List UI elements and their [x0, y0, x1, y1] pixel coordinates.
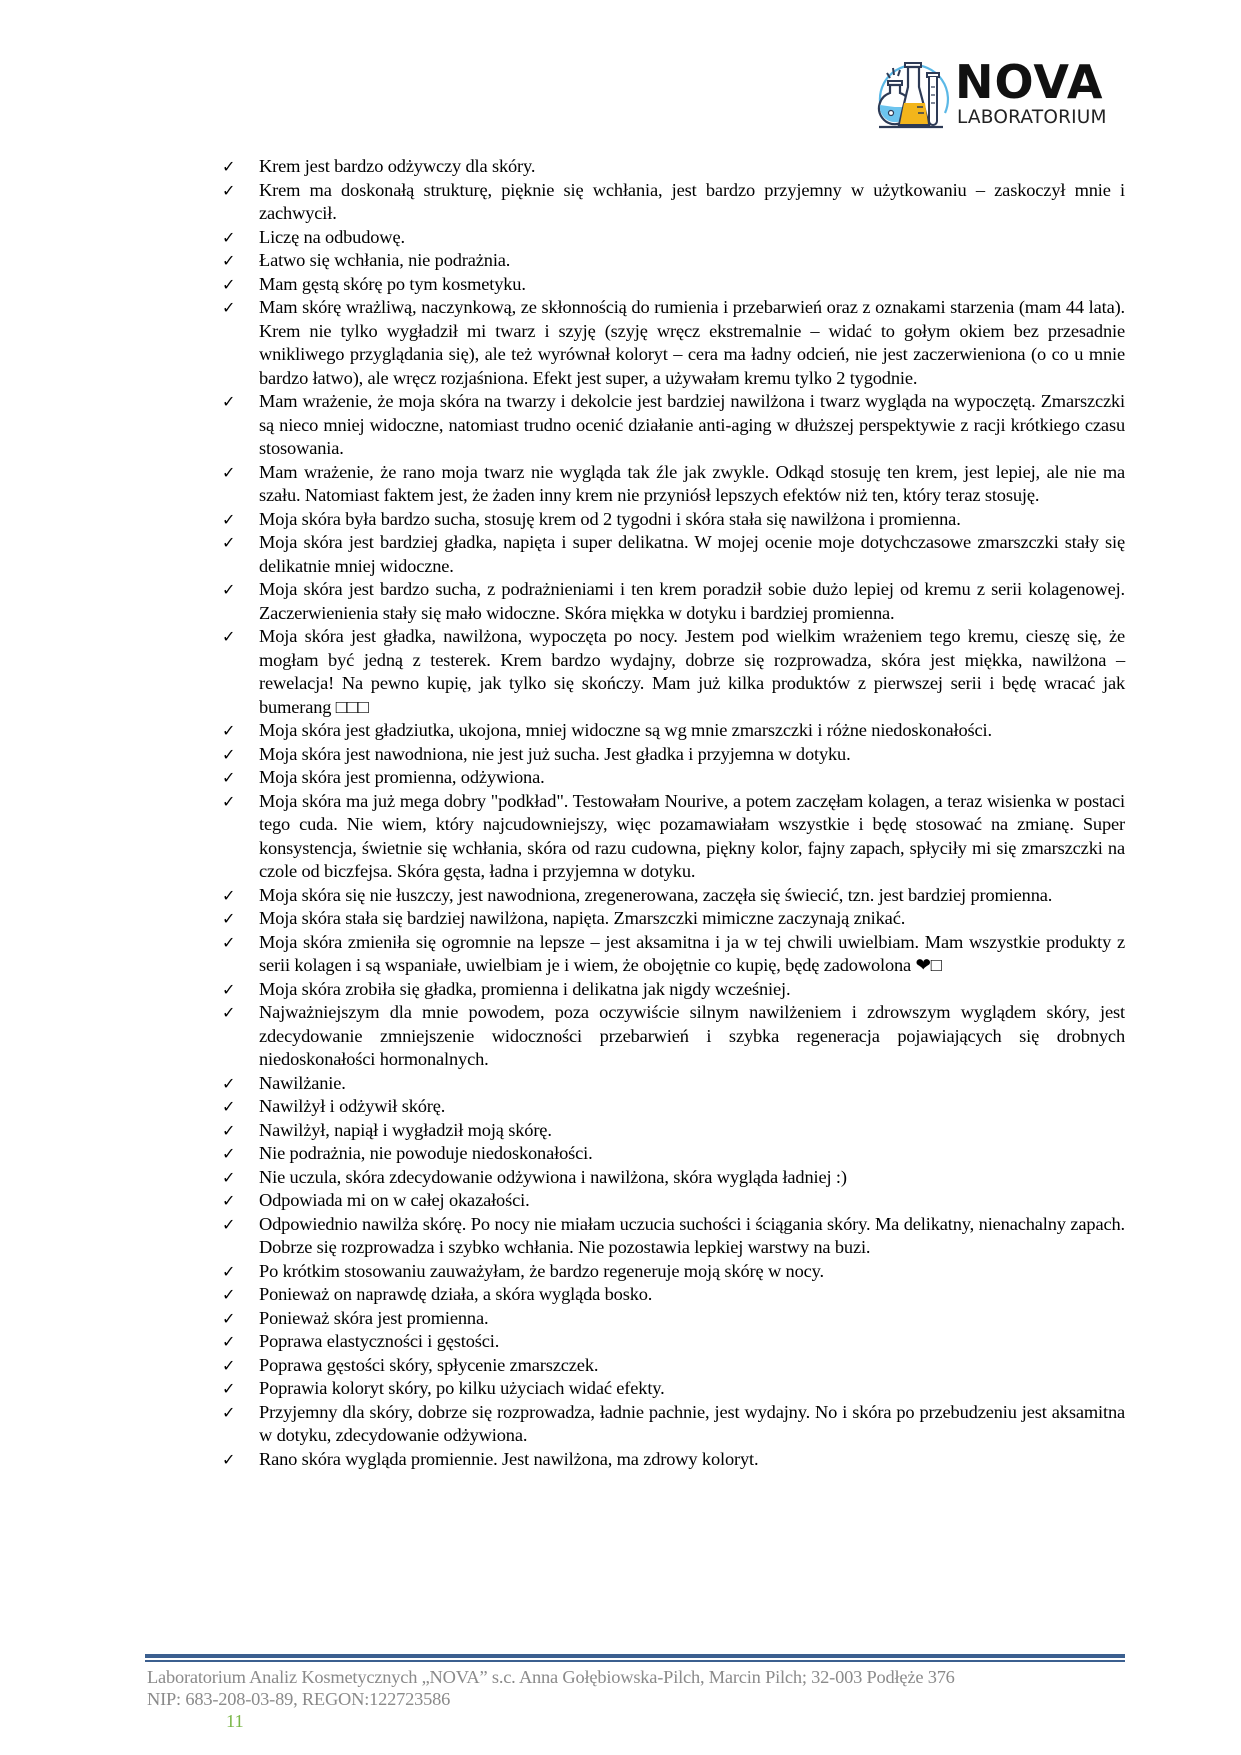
checkmark-icon: ✓	[222, 1097, 236, 1116]
review-text: Nawilżył i odżywił skórę.	[259, 1096, 446, 1116]
checkmark-icon: ✓	[222, 791, 236, 811]
review-text: Ponieważ skóra jest promienna.	[259, 1307, 489, 1328]
review-list-item	[222, 1095, 1125, 1119]
review-text: Moja skóra jest gładziutka, ukojona, mniej widoczne są wg mnie zmarszczki i różne niedoskonałości.	[259, 720, 992, 740]
checkmark-icon: ✓	[222, 909, 236, 928]
checkmark-icon: ✓	[222, 1308, 236, 1328]
review-text: Moja skóra jest promienna, odżywiona.	[259, 767, 545, 787]
review-text: Ponieważ on naprawdę działa, a skóra wygląda bosko.	[259, 1284, 653, 1304]
checkmark-icon: ✓	[222, 533, 236, 552]
review-list-item	[222, 907, 1125, 931]
review-text: Rano skóra wygląda promiennie. Jest nawilżona, ma zdrowy koloryt.	[259, 1448, 759, 1469]
page-number: 11	[226, 1711, 244, 1731]
review-text: Moja skóra jest bardzo sucha, z podrażnieniami i ten krem poradził sobie dużo lepiej od kremu z serii kolagenowej. Zaczerwienienia stały się mało widoczne. Skóra miękka w dotyku i bardziej promienna.	[259, 579, 1125, 623]
review-text: Poprawa elastyczności i gęstości.	[259, 1331, 500, 1351]
review-text: Mam wrażenie, że moja skóra na twarzy i dekolcie jest bardziej nawilżona i twarz wygląda na wypoczętą. Zmarszczki są nieco mniej widoczne, natomiast trudno ocenić działanie anti-aging w dłuższej perspektywie z racji krótkiego czasu stosowania.	[259, 391, 1125, 458]
checkmark-icon: ✓	[222, 1261, 236, 1281]
review-list-item	[222, 1119, 1125, 1143]
review-list-item	[222, 743, 1125, 767]
review-text: Moja skóra jest nawodniona, nie jest już sucha. Jest gładka i przyjemna w dotyku.	[259, 743, 851, 764]
review-list-item	[222, 1377, 1125, 1401]
lab-flasks-icon	[873, 55, 955, 135]
checkmark-icon: ✓	[222, 1214, 236, 1234]
review-list-item	[222, 155, 1125, 179]
checkmark-icon: ✓	[222, 1073, 236, 1093]
review-list-section	[222, 155, 1125, 1471]
review-list-item	[222, 884, 1125, 908]
checkmark-icon: ✓	[222, 744, 236, 764]
review-text: Moja skóra się nie łuszczy, jest nawodniona, zregenerowana, zaczęła się świecić, tzn. jest bardziej promienna.	[259, 884, 1053, 905]
checkmark-icon: ✓	[222, 1003, 236, 1022]
review-text: Nawilżanie.	[259, 1072, 346, 1093]
review-text: Krem jest bardzo odżywczy dla skóry.	[259, 156, 536, 176]
review-list-item	[222, 531, 1125, 578]
review-text: Nie uczula, skóra zdecydowanie odżywiona i nawilżona, skóra wygląda ładniej :)	[259, 1166, 847, 1187]
checkmark-icon: ✓	[222, 627, 236, 646]
review-list-item	[222, 1354, 1125, 1378]
review-list-item	[222, 249, 1125, 273]
review-list-item	[222, 508, 1125, 532]
review-text: Krem ma doskonałą strukturę, pięknie się wchłania, jest bardzo przyjemny w użytkowaniu – zaskoczył mnie i zachwycił.	[259, 179, 1125, 223]
footer-tax-line: NIP: 683-208-03-89, REGON:122723586	[147, 1689, 451, 1709]
checkmark-icon: ✓	[222, 298, 236, 317]
review-list-item	[222, 1072, 1125, 1096]
checkmark-icon: ✓	[222, 885, 236, 905]
review-text: Odpowiada mi on w całej okazałości.	[259, 1190, 530, 1210]
review-text: Mam skórę wrażliwą, naczynkową, ze skłonnością do rumienia i przebarwień oraz z oznakami starzenia (mam 44 lata). Krem nie tylko wygładził mi twarz i szyję (szyję wręcz ekstremalnie – widać to gołym okiem bez przesadnie wnikliwego przyglądania się), ale też wyrównał koloryt – cera ma ładny odcień, nie jest zaczerwieniona (o co u mnie bardzo łatwo), ale wręcz rozjaśniona. Efekt jest super, a używałam kremu tylko 2 tygodnie.	[259, 297, 1125, 388]
review-text: Moja skóra jest gładka, nawilżona, wypoczęta po nocy. Jestem pod wielkim wrażeniem tego kremu, cieszę się, że mogłam być jedną z testerek. Krem bardzo wydajny, dobrze się rozprowadza, skóra jest miękka, nawilżona – rewelacja! Na pewno kupię, jak tylko się skończy. Mam już kilka produktów z pierwszej serii i będę wracać jak bumerang □□□	[259, 626, 1125, 717]
review-list-item	[222, 766, 1125, 790]
review-list-item	[222, 1001, 1125, 1072]
review-list-item	[222, 1166, 1125, 1190]
review-text: Poprawia koloryt skóry, po kilku użyciach widać efekty.	[259, 1378, 665, 1398]
checkmark-icon: ✓	[222, 1355, 236, 1375]
checkmark-icon: ✓	[222, 979, 236, 999]
review-text: Moja skóra zrobiła się gładka, promienna i delikatna jak nigdy wcześniej.	[259, 978, 791, 999]
review-list-item	[222, 790, 1125, 884]
review-list-item	[222, 978, 1125, 1002]
review-text: Moja skóra stała się bardziej nawilżona, napięta. Zmarszczki mimiczne zaczynają znikać.	[259, 908, 906, 928]
review-text: Liczę na odbudowę.	[259, 226, 405, 247]
footer-divider-thin	[145, 1660, 1125, 1662]
checkmark-icon: ✓	[222, 227, 236, 247]
review-list-item	[222, 1330, 1125, 1354]
checkmark-icon: ✓	[222, 1379, 236, 1398]
review-text: Odpowiednio nawilża skórę. Po nocy nie miałam uczucia suchości i ściągania skóry. Ma delikatny, nienachalny zapach. Dobrze się rozprowadza i szybko wchłania. Nie pozostawia lepkiej warstwy na buzi.	[259, 1213, 1125, 1257]
review-list-item	[222, 1448, 1125, 1472]
review-list-item	[222, 1213, 1125, 1260]
review-list-item	[222, 1283, 1125, 1307]
review-list-item	[222, 461, 1125, 508]
checkmark-icon: ✓	[222, 768, 236, 787]
review-text: Najważniejszym dla mnie powodem, poza oczywiście silnym nawilżeniem i zdrowszym wyglądem skóry, jest zdecydowanie zmniejszenie widoczności przebarwień i szybka regeneracja pojawiających się drobnych niedoskonałości hormonalnych.	[259, 1002, 1125, 1069]
review-text: Po krótkim stosowaniu zauważyłam, że bardzo regeneruje moją skórę w nocy.	[259, 1260, 824, 1281]
checkmark-icon: ✓	[222, 1449, 236, 1469]
footer-company-line: Laboratorium Analiz Kosmetycznych „NOVA” s.c. Anna Gołębiowska-Pilch, Marcin Pilch; 32-003 Podłęże 376	[147, 1667, 955, 1687]
checkmark-icon: ✓	[222, 1120, 236, 1140]
checkmark-icon: ✓	[222, 392, 236, 411]
review-text: Nie podrażnia, nie powoduje niedoskonałości.	[259, 1143, 593, 1163]
review-list-item	[222, 179, 1125, 226]
checkmark-icon: ✓	[222, 462, 236, 482]
checkmark-icon: ✓	[222, 274, 236, 294]
review-list	[222, 155, 1125, 1471]
review-text: Moja skóra jest bardziej gładka, napięta i super delikatna. W mojej ocenie moje dotychczasowe zmarszczki stały się delikatnie mniej widoczne.	[259, 532, 1125, 576]
review-list-item	[222, 625, 1125, 719]
review-list-item	[222, 1142, 1125, 1166]
checkmark-icon: ✓	[222, 1167, 236, 1187]
nova-laboratorium-logo	[873, 55, 1123, 135]
review-list-item	[222, 390, 1125, 461]
review-list-item	[222, 1307, 1125, 1331]
review-list-item	[222, 719, 1125, 743]
checkmark-icon: ✓	[222, 1402, 236, 1422]
review-text: Przyjemny dla skóry, dobrze się rozprowadza, ładnie pachnie, jest wydajny. No i skóra po przebudzeniu jest aksamitna w dotyku, zdecydowanie odżywiona.	[259, 1401, 1125, 1445]
review-list-item	[222, 273, 1125, 297]
review-text: Moja skóra zmieniła się ogromnie na lepsze – jest aksamitna i ja w tej chwili uwielbiam. Mam wszystkie produkty z serii kolagen i są wspaniałe, uwielbiam je i wiem, że obojętnie co kupię, będę zadowolona ❤□	[259, 931, 1125, 975]
review-text: Nawilżył, napiął i wygładził moją skórę.	[259, 1119, 552, 1140]
review-list-item	[222, 1260, 1125, 1284]
review-text: Poprawa gęstości skóry, spłycenie zmarszczek.	[259, 1354, 599, 1375]
checkmark-icon: ✓	[222, 1191, 236, 1210]
review-list-item	[222, 226, 1125, 250]
checkmark-icon: ✓	[222, 509, 236, 529]
checkmark-icon: ✓	[222, 580, 236, 599]
review-list-item	[222, 578, 1125, 625]
review-text: Moja skóra ma już mega dobry "podkład". Testowałam Nourive, a potem zaczęłam kolagen, a teraz wisienka w postaci tego cuda. Nie wiem, który najcudowniejszy, więc pozamawiałam wszystkie i będę stosować na zmianę. Super konsystencja, świetnie się wchłania, skóra od razu cudowna, piękny kolor, fajny zapach, spłyciły mi się zmarszczki na czole od biczfejsa. Skóra gęsta, ładna i przyjemna w dotyku.	[259, 790, 1125, 881]
checkmark-icon: ✓	[222, 932, 236, 952]
checkmark-icon: ✓	[222, 1285, 236, 1304]
footer-divider-thick	[145, 1654, 1125, 1658]
review-text: Łatwo się wchłania, nie podrażnia.	[259, 250, 511, 270]
checkmark-icon: ✓	[222, 251, 236, 270]
review-list-item	[222, 296, 1125, 390]
review-text: Mam gęstą skórę po tym kosmetyku.	[259, 273, 526, 294]
checkmark-icon: ✓	[222, 1332, 236, 1351]
checkmark-icon: ✓	[222, 157, 236, 176]
logo-title: NOVA	[955, 55, 1104, 109]
footer-divider	[145, 1654, 1125, 1662]
review-list-item	[222, 931, 1125, 978]
review-text: Mam wrażenie, że rano moja twarz nie wygląda tak źle jak zwykle. Odkąd stosuję ten krem, jest lepiej, ale nie ma szału. Natomiast faktem jest, że żaden inny krem nie przyniósł lepszych efektów niż ten, który teraz stosuję.	[259, 461, 1125, 505]
review-list-item	[222, 1189, 1125, 1213]
review-text: Moja skóra była bardzo sucha, stosuję krem od 2 tygodni i skóra stała się nawilżona i promienna.	[259, 508, 961, 529]
logo-subtitle: LABORATORIUM	[957, 107, 1107, 128]
checkmark-icon: ✓	[222, 721, 236, 740]
page-footer	[147, 1666, 1127, 1710]
checkmark-icon: ✓	[222, 180, 236, 200]
review-list-item	[222, 1401, 1125, 1448]
checkmark-icon: ✓	[222, 1144, 236, 1163]
